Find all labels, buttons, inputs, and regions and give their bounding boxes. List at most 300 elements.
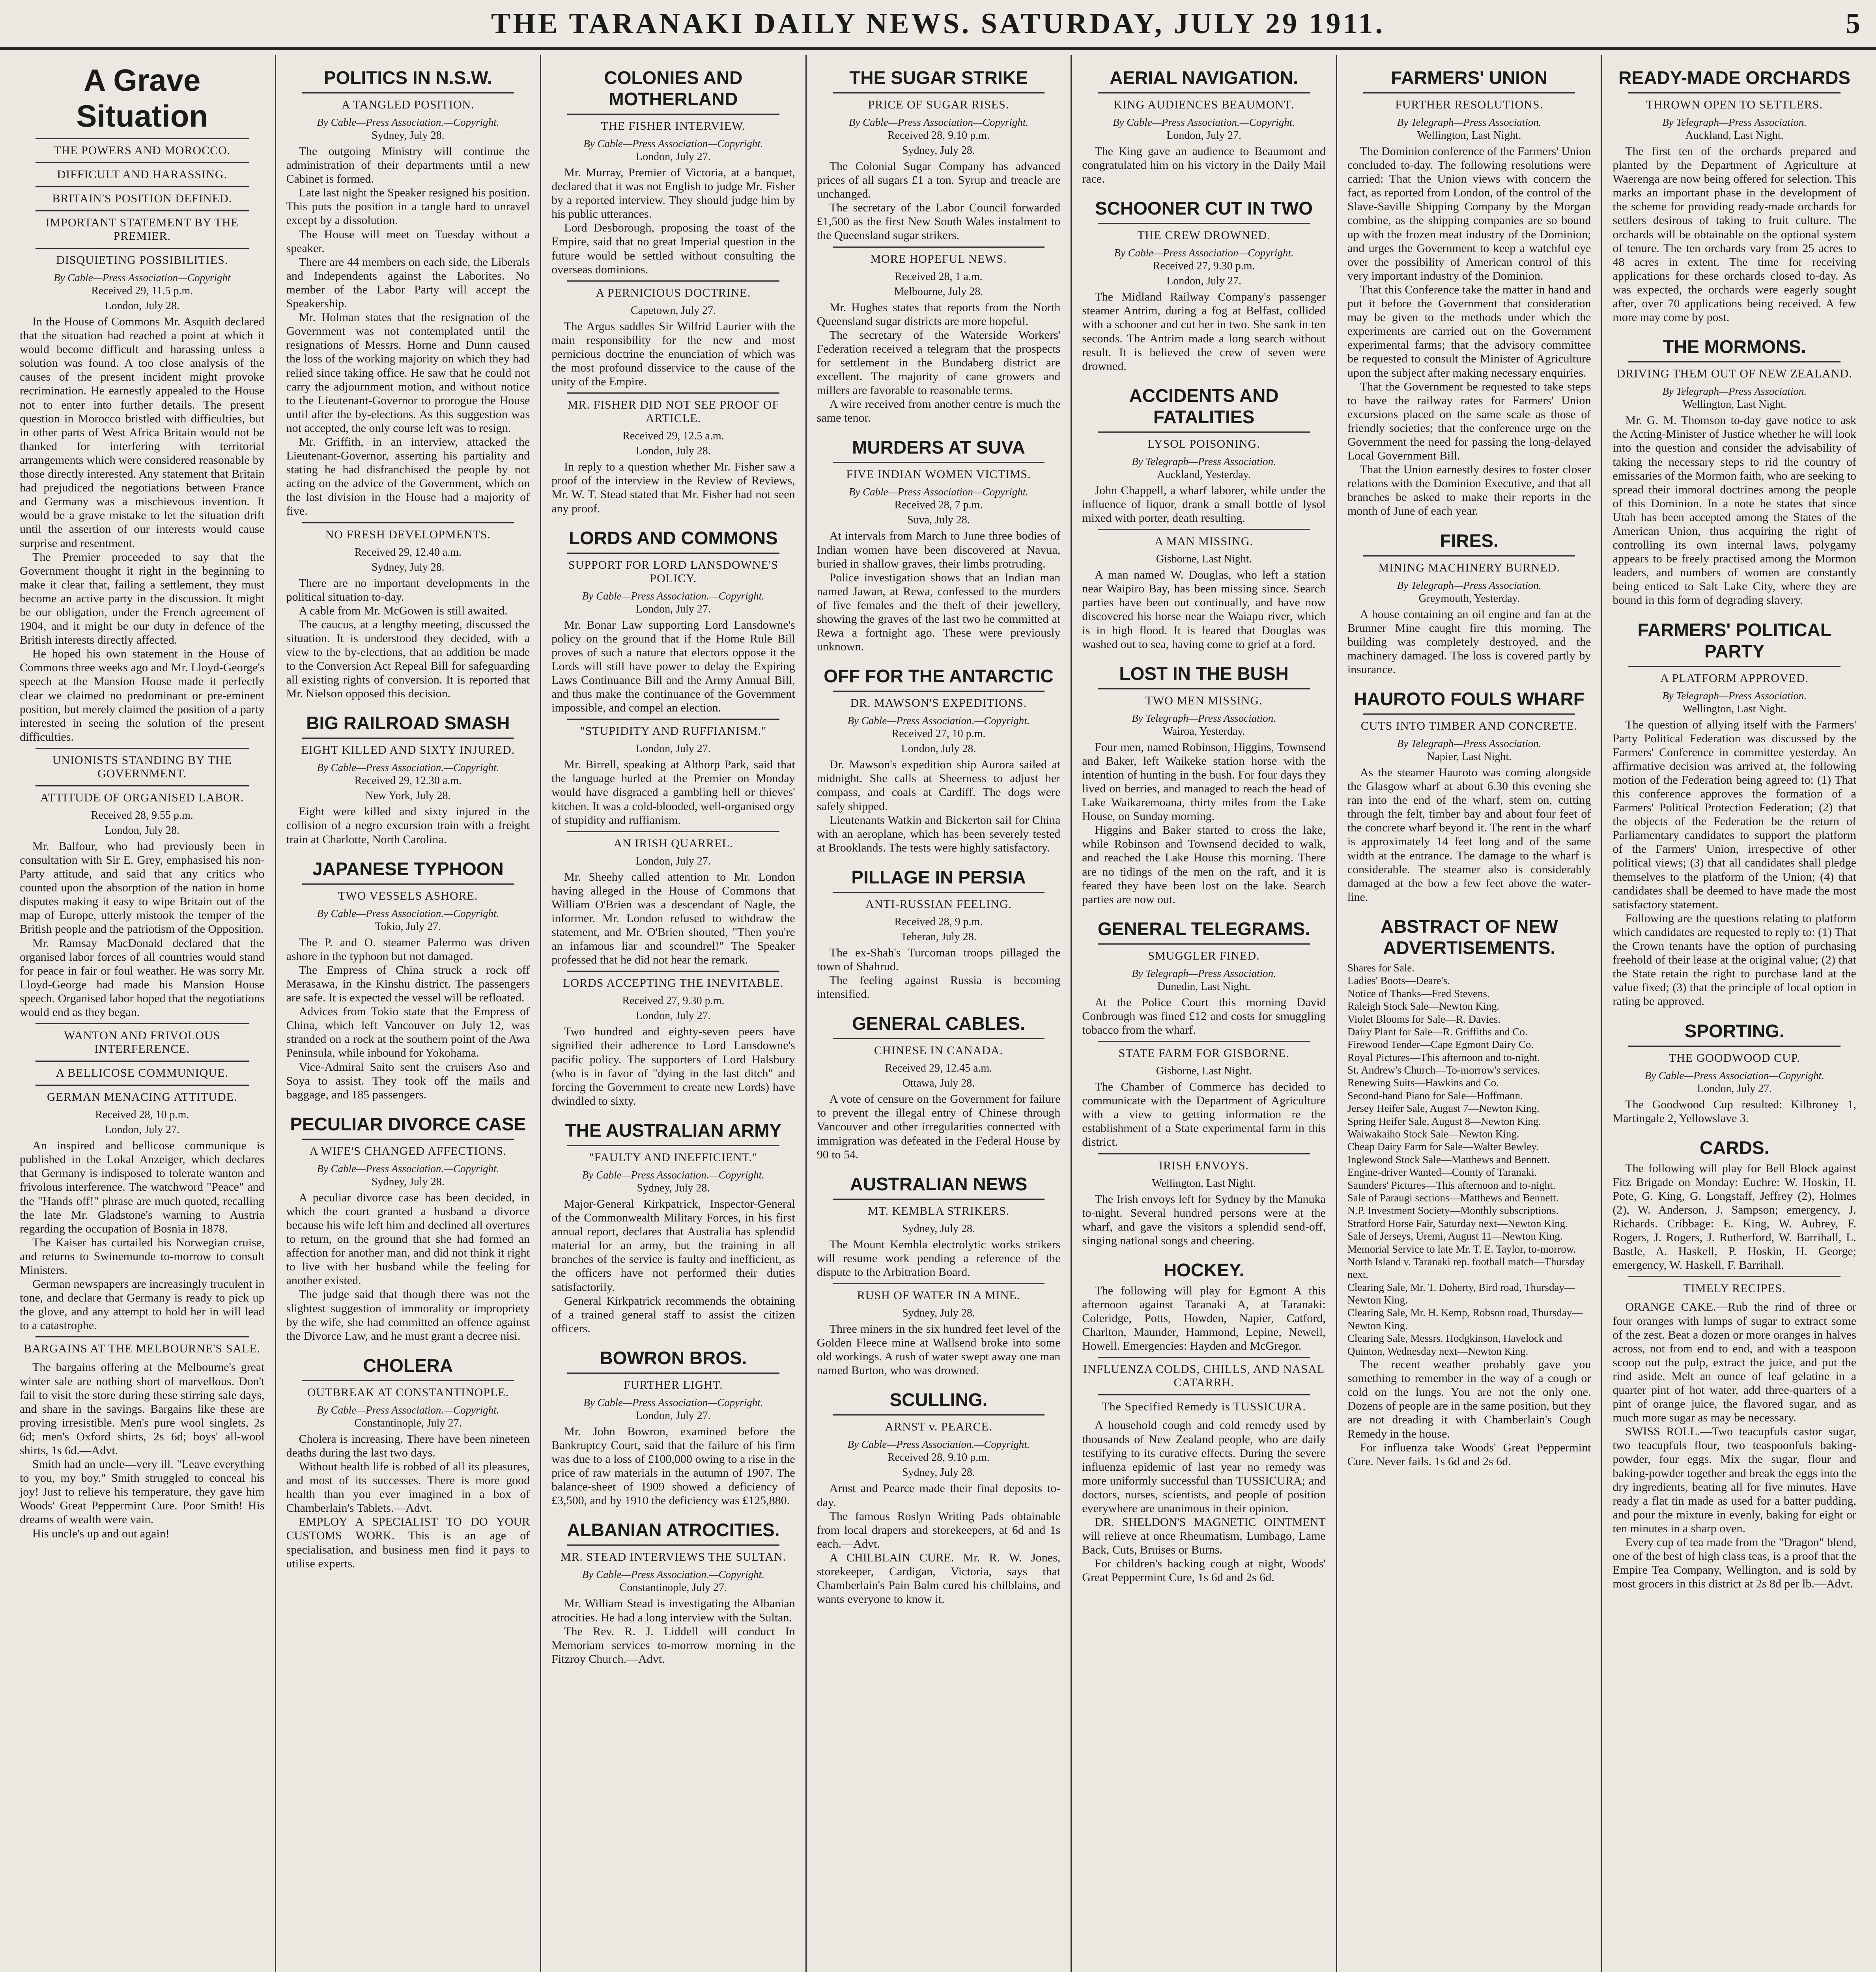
divider	[567, 971, 779, 972]
article-paragraph: The Mount Kembla electrolytic works strikers will resume work pending a reference of the dispute to the Arbitration Board.	[817, 1238, 1061, 1279]
divider	[36, 162, 249, 163]
subheading: OUTBREAK AT CONSTANTINOPLE.	[307, 1386, 509, 1399]
dateline: London, July 27.	[105, 1124, 180, 1136]
article-paragraph: Two hundred and eighty-seven peers have signified their adherence to Lord Lansdowne's pacific policy. The supporters of Lord Halsbury (who is in favor of "dying in the last ditch" and forcing the Government to create new Lords) have dwindled to sixty.	[551, 1025, 795, 1107]
article-headline: FARMERS' UNION	[1391, 67, 1548, 88]
article-paragraph: A house containing an oil engine and fan at the Brunner Mine caught fire this morning. The building was completely destroyed, and the machinery damaged. The loss is covered partly by insurance.	[1347, 607, 1591, 676]
article-paragraph: Advices from Tokio state that the Empress of China, which left Vancouver on July 12, was stranded on a rock at the southern point of the Awa Peninsula, while inbound for Yokohama.	[286, 1005, 530, 1060]
advertisement-item: Shares for Sale.	[1347, 962, 1415, 974]
article	[1082, 1041, 1326, 1149]
article	[1613, 67, 1856, 324]
article-headline: PILLAGE IN PERSIA	[851, 866, 1026, 887]
advertisement-item: Renewing Suits—Hawkins and Co.	[1347, 1077, 1499, 1089]
subheading: TWO MEN MISSING.	[1145, 694, 1263, 707]
article-paragraph: Cholera is increasing. There have been nineteen deaths during the last two days.	[286, 1432, 530, 1459]
article-paragraph: In the House of Commons Mr. Asquith declared that the situation had reached a point at which it would become difficult and harassing unless a solution was found. A too close analysis of the causes of the present incident might provoke recrimination. He earnestly appealed to the House not to enter into further details. The present question in Morocco bristled with difficulties, but in other parts of West Africa Britain would not be thanked for interfering with territorial arrangements which were considered reasonable by those directly interested. Any statement that Britain had prejudiced the negotiations between France and Germany was a mischievous invention. It would be a grave mistake to let the situation drift until the assertion of our interests would cause surprise and resentment.	[20, 315, 265, 550]
article	[1082, 1357, 1326, 1584]
dateline: Napier, Last Night.	[1427, 751, 1512, 763]
subheading: UNIONISTS STANDING BY THE GOVERNMENT.	[52, 753, 232, 780]
divider	[36, 138, 249, 139]
article	[1613, 1276, 1856, 1591]
subheading: CUTS INTO TIMBER AND CONCRETE.	[1360, 719, 1578, 732]
subheading: A BELLICOSE COMMUNIQUE.	[56, 1066, 228, 1080]
article	[817, 1389, 1061, 1606]
divider	[567, 553, 779, 554]
dateline: London, July 27.	[636, 603, 711, 615]
article-paragraph: Without health life is robbed of all its pleasures, and most of its successes. There is more good health than you ever imagined in a box of Chamberlain's Tablets.—Advt.	[286, 1460, 530, 1515]
article-headline: PECULIAR DIVORCE CASE	[290, 1113, 526, 1134]
divider	[833, 691, 1045, 692]
article	[1082, 918, 1326, 1037]
article	[817, 1013, 1061, 1161]
subheading: FIVE INDIAN WOMEN VICTIMS.	[846, 468, 1031, 481]
subheading: A PERNICIOUS DOCTRINE.	[596, 286, 751, 299]
article-paragraph: Mr. Ramsay MacDonald declared that the organised labor forces of all countries would stand for peace in fair or foul weather. He was sorry Mr. Lloyd-George had made his Mansion House speech. Organised labor hoped that the negotiations would end as they began.	[20, 936, 265, 1019]
article-paragraph: The famous Roslyn Writing Pads obtainable from local drapers and storekeepers, at 6d and 1s each.—Advt.	[817, 1509, 1061, 1550]
received-time: Received 29, 12.45 a.m.	[885, 1062, 992, 1075]
article-headline: HOCKEY.	[1163, 1259, 1244, 1280]
wire-credit: By Cable—Press Association.—Copyright.	[317, 1404, 499, 1416]
divider	[36, 748, 249, 749]
dateline: Sydney, July 28.	[637, 1182, 710, 1194]
article-paragraph: That the Government be requested to take steps to have the railway rates for Farmers' Union excursions placed on the same scale as those of friendly societies; that the conference urge on the Government the need for passing the long-delayed Local Government Bill.	[1347, 380, 1591, 463]
article	[1082, 198, 1326, 373]
article-paragraph: The Goodwood Cup resulted: Kilbroney 1, Martingale 2, Yellowslave 3.	[1613, 1098, 1856, 1125]
article-headline: POLITICS IN N.S.W.	[323, 67, 492, 88]
article-paragraph: Following are the questions relating to platform which candidates are requested to reply to: (1) That the Crown tenants have the option of purchasing freehold of their lease at the original value; (2) that the State retain the right to purchase land at the value fixed; (3) that the principle of local option in rating be approved.	[1613, 911, 1856, 1008]
advertisement-item: Firewood Tender—Cape Egmont Dairy Co.	[1347, 1038, 1534, 1051]
page-number: 5	[1846, 7, 1860, 40]
received-time: Received 29, 11.5 p.m.	[91, 285, 193, 297]
article-paragraph: His uncle's up and out again!	[32, 1527, 170, 1540]
article-paragraph: The ex-Shah's Turcoman troops pillaged the town of Shahrud.	[817, 946, 1061, 973]
article-paragraph: Every cup of tea made from the "Dragon" blend, one of the best of high class teas, is a proof that the Empire Tea Company, Wellington, and is sold by most grocers in this district at 2s 8d per lb.—Advt.	[1613, 1536, 1856, 1591]
article-paragraph: The Premier proceeded to say that the Government thought it right in the beginning to make it clear that, failing a settlement, they must become an active party in the discussion. It might be our obligation, under the French agreement of 1904, and it might be our duty in defence of the British interests directly affected.	[20, 550, 265, 647]
subheading: THE FISHER INTERVIEW.	[601, 120, 746, 133]
article-headline: BOWRON BROS.	[600, 1347, 747, 1368]
article-headline: FARMERS' POLITICAL PARTY	[1637, 619, 1831, 661]
divider	[833, 1199, 1045, 1200]
dateline: London, July 28.	[636, 445, 711, 458]
subheading: KING AUDIENCES BEAUMONT.	[1114, 98, 1294, 111]
wire-credit: By Telegraph—Press Association.	[1397, 738, 1542, 749]
article-paragraph: The feeling against Russia is becoming intensified.	[817, 974, 1061, 1001]
dateline: Sydney, July 28.	[371, 561, 445, 573]
article-paragraph: Mr. Holman states that the resignation of the Government was not contemplated until the resignations of Messrs. Horne and Dunn caused the loss of the working majority on which they had relied since taking office. He saw that he could not carry the adjournment motion, and without notice to the Lieutenant-Governor to prorogue the House until after the by-elections. As this suggestion was not accepted, the only course left was to resign.	[286, 311, 530, 435]
article	[1082, 529, 1326, 651]
divider	[567, 280, 779, 282]
dateline: Suva, July 28.	[907, 514, 970, 527]
article	[1613, 336, 1856, 607]
article	[286, 712, 530, 846]
divider	[1098, 1357, 1310, 1358]
columns	[9, 55, 1867, 1972]
divider	[36, 1336, 249, 1337]
advertisement-item: Stratford Horse Fair, Saturday next—Newton King.	[1347, 1217, 1568, 1229]
article-headline: AERIAL NAVIGATION.	[1110, 67, 1299, 88]
subheading: A WIFE'S CHANGED AFFECTIONS.	[309, 1144, 507, 1158]
article-paragraph: The House will meet on Tuesday without a speaker.	[286, 228, 530, 255]
article-paragraph: General Kirkpatrick recommends the obtaining of a trained general staff to assist the citizen officers.	[551, 1294, 795, 1335]
advertisement-item: Ladies' Boots—Deare's.	[1347, 975, 1450, 987]
received-time: Received 29, 12.40 a.m.	[354, 546, 462, 558]
divider	[1363, 555, 1575, 556]
article-paragraph: For children's hacking cough at night, Woods' Great Peppermint Cure, 1s 6d and 2s 6d.	[1082, 1557, 1326, 1584]
dateline: London, July 27.	[636, 151, 711, 163]
divider	[1098, 1041, 1310, 1042]
subheading: BARGAINS AT THE MELBOURNE'S SALE.	[24, 1342, 261, 1356]
wire-credit: By Telegraph—Press Association.	[1132, 712, 1276, 724]
wire-credit: By Cable—Press Association—Copyright.	[583, 138, 763, 149]
article	[1347, 530, 1591, 676]
article-paragraph: The judge said that though there was not the slightest suggestion of immorality or impropriety by the wife, she had committed an offence against the Divorce Law, and he must grant a decree nisi.	[286, 1288, 530, 1343]
article-paragraph: Mr. Hughes states that reports from the North Queensland sugar districts are more hopeful.	[817, 301, 1061, 328]
article-paragraph: The Colonial Sugar Company has advanced prices of all sugars £1 a ton. Syrup and treacle are unchanged.	[817, 160, 1061, 201]
article-paragraph: Mr. Murray, Premier of Victoria, at a banquet, declared that it was not English to judge Mr. Fisher by a reported interview. They should judge him by his public utterances.	[551, 166, 795, 221]
wire-credit: By Cable—Press Association—Copyright.	[583, 1396, 763, 1408]
subheading: NO FRESH DEVELOPMENTS.	[325, 528, 491, 541]
divider	[1363, 713, 1575, 715]
subheading: ANTI-RUSSIAN FEELING.	[865, 897, 1012, 911]
article-paragraph: The Kaiser has curtailed his Norwegian cruise, and returns to Swinemunde to-morrow to consult Ministers.	[20, 1236, 265, 1277]
dateline: Wellington, Last Night.	[1152, 1177, 1256, 1190]
received-time: Received 29, 12.5 a.m.	[622, 430, 724, 443]
subheading: EIGHT KILLED AND SIXTY INJURED.	[301, 743, 515, 757]
divider	[833, 892, 1045, 893]
divider	[1628, 1276, 1840, 1277]
article-paragraph: There are 44 members on each side, the Liberals and Independents against the Laborites. No member of the Labor Party will accept the Speakership.	[286, 255, 530, 310]
divider	[1628, 92, 1840, 93]
article-headline: THE AUSTRALIAN ARMY	[565, 1120, 782, 1141]
article-headline: AUSTRALIAN NEWS	[850, 1173, 1028, 1194]
divider	[833, 1283, 1045, 1284]
article-paragraph: The King gave an audience to Beaumont and congratulated him on his victory in the Daily Mail race.	[1082, 145, 1326, 186]
dateline: New York, July 28.	[365, 790, 451, 802]
article-paragraph: EMPLOY A SPECIALIST TO DO YOUR CUSTOMS WORK. This is an age of specialisation, and business men find it pays to utilise experts.	[286, 1515, 530, 1570]
column	[1336, 55, 1601, 1972]
divider	[302, 883, 514, 885]
dateline: Tokio, July 27.	[375, 920, 441, 933]
advertisement-item: North Island v. Taranaki rep. football match—Thursday next.	[1347, 1255, 1585, 1281]
article	[551, 67, 795, 276]
divider	[36, 1085, 249, 1086]
article-paragraph: The Argus saddles Sir Wilfrid Laurier with the main responsibility for the new and most pernicious doctrine the enunciation of which was the most profound disservice to the cause of the unity of the Empire.	[551, 319, 795, 388]
article-headline: CARDS.	[1700, 1137, 1769, 1158]
article	[551, 971, 795, 1108]
article-headline: GENERAL TELEGRAMS.	[1097, 918, 1310, 939]
article	[286, 522, 530, 701]
dateline: Teheran, July 28.	[901, 930, 977, 943]
dateline: London, July 27.	[636, 855, 711, 867]
wire-credit: By Cable—Press Association—Copyright.	[848, 486, 1029, 498]
advertisement-item: St. Andrew's Church—To-morrow's services.	[1347, 1064, 1540, 1076]
divider	[1098, 431, 1310, 433]
article-paragraph: Arnst and Pearce made their final deposits to-day.	[817, 1482, 1061, 1509]
divider	[302, 522, 514, 523]
subheading: A PLATFORM APPROVED.	[1660, 671, 1809, 685]
article	[817, 67, 1061, 243]
subheading: IRISH ENVOYS.	[1159, 1159, 1249, 1172]
article-headline: JAPANESE TYPHOON	[312, 858, 504, 879]
article-paragraph: The first ten of the orchards prepared and planted by the Department of Agriculture at Waerenga are now being offered for selection. This marks an important phase in the development of the scheme for providing ready-made orchards for settlers desirous of taking to fruit culture. The orchards will be obtainable on the optional system of tenure. The ten orchards vary from 25 acres to 48 acres in extent. The time for receiving applications for these orchards closed to-day. As was expected, the orchards were eagerly sought after, over 70 applications being received. A few more may come by post.	[1613, 145, 1856, 324]
dateline: London, July 28.	[901, 743, 976, 755]
article-paragraph: The Empress of China struck a rock off Merasawa, in the Kinshu district. The passengers are safe. It is expected the vessel will be refloated.	[286, 963, 530, 1005]
received-time: Received 27, 9.30 p.m.	[1153, 260, 1255, 273]
article-headline: GENERAL CABLES.	[852, 1013, 1025, 1034]
dateline: Dunedin, Last Night.	[1157, 980, 1251, 993]
divider	[36, 248, 249, 249]
dateline: Ottawa, July 28.	[902, 1077, 975, 1090]
subheading: A MAN MISSING.	[1155, 535, 1253, 548]
article-paragraph: Major-General Kirkpatrick, Inspector-General of the Commonwealth Military Forces, in his first annual report, declares that Australia has splendid material for an army, but the training in all branches of the service is faulty and inefficient, as the officers have not performed their duties satisfactorily.	[551, 1197, 795, 1294]
divider	[833, 1414, 1045, 1416]
article-paragraph: There are no important developments in the political situation to-day.	[286, 576, 530, 603]
received-time: Received 28, 1 a.m.	[895, 270, 983, 283]
article-headline: OFF FOR THE ANTARCTIC	[824, 666, 1054, 687]
column	[1071, 55, 1336, 1972]
subheading: IMPORTANT STATEMENT BY THE PREMIER.	[45, 216, 239, 243]
dateline: Sydney, July 28.	[902, 144, 975, 157]
divider	[36, 1061, 249, 1062]
article-paragraph: Smith had an uncle—very ill. "Leave everything to you, my boy." Smith struggled to conceal his joy! Just to relieve his temperature, they gave him Woods' Great Peppermint Cure. Poor Smith! His dreams of wealth were vain.	[20, 1458, 265, 1526]
dateline: Sydney, July 28.	[902, 1466, 975, 1479]
subheading: ARNST v. PEARCE.	[885, 1420, 992, 1434]
subheading: TWO VESSELS ASHORE.	[338, 889, 478, 902]
divider	[36, 210, 249, 211]
article	[20, 1023, 265, 1332]
article-paragraph: The Rev. R. J. Liddell will conduct In Memoriam services to-morrow morning in the Fitzroy Church.—Advt.	[551, 1625, 795, 1666]
advertisement-item: Clearing Sale, Messrs. Hodgkinson, Havelock and Quinton, Wednesday next—Newton King.	[1347, 1332, 1562, 1357]
article	[286, 858, 530, 1102]
subheading: MR. FISHER DID NOT SEE PROOF OF ARTICLE.	[567, 398, 779, 425]
subheading: "FAULTY AND INEFFICIENT."	[589, 1150, 758, 1164]
article-headline: ACCIDENTS AND FATALITIES	[1129, 385, 1279, 427]
advertisement-item: Jersey Heifer Sale, August 7—Newton King.	[1347, 1102, 1540, 1115]
divider	[567, 1544, 779, 1546]
article	[286, 1355, 530, 1571]
article-paragraph: At intervals from March to June three bodies of Indian women have been discovered at Navua, buried in shallow graves, their limbs protruding.	[817, 529, 1061, 570]
divider	[36, 186, 249, 187]
article-paragraph: A household cough and cold remedy used by thousands of New Zealand people, who are daily testifying to its curative effects. During the severe influenza epidemic of last year no remedy was more uniformly successful than TUSSICURA; and doctors, nurses, scientists, and people of position everywhere are unanimous in their opinion.	[1082, 1419, 1326, 1515]
article-paragraph: The question of allying itself with the Farmers' Party Political Federation was discussed by the Farmers' Conference in committee yesterday. An affirmative decision was arrived at, the following motion of the Federation being agreed to: (1) That this conference approves the formation of a Farmers' Political Protection Federation; (2) that the objects of the Federation be the return of Parliamentary candidates to support the platform of the Farmers' Union, irrespective of other political views; (3) that all candidates shall pledge themselves to the platform of the Union; (4) that candidates shall be deemed to have made the most satisfactory statement.	[1613, 718, 1856, 911]
article	[817, 246, 1061, 425]
article-paragraph: Mr. Balfour, who had previously been in consultation with Sir E. Grey, emphasised his non-Party attitude, and said that any critics who counted upon the absorption of the nation in home disputes making it easy to wipe Britain out of the map of Europe, utterly mistook the temper of the British people and the patriotism of the Opposition.	[20, 839, 265, 936]
received-time: Received 28, 9.10 p.m.	[888, 129, 990, 142]
subheading: DISQUIETING POSSIBILITIES.	[56, 254, 228, 267]
divider	[1098, 529, 1310, 530]
subheading: DIFFICULT AND HARASSING.	[57, 168, 228, 181]
article	[20, 62, 265, 744]
article-headline: LORDS AND COMMONS	[569, 527, 778, 548]
subheading: THE CREW DROWNED.	[1137, 229, 1271, 242]
article-headline: READY-MADE ORCHARDS	[1618, 67, 1851, 88]
advertisement-item: Raleigh Stock Sale—Newton King.	[1347, 1000, 1500, 1012]
dateline: Constantinople, July 27.	[354, 1417, 462, 1429]
received-time: Received 28, 9.55 p.m.	[91, 809, 193, 822]
column	[9, 55, 275, 1972]
dateline: Auckland, Yesterday.	[1157, 468, 1251, 481]
article-paragraph: The secretary of the Labor Council forwarded £1,500 as the first New South Wales instalment to the Queensland sugar strikers.	[817, 201, 1061, 242]
column	[275, 55, 540, 1972]
wire-credit: By Telegraph—Press Association.	[1397, 579, 1542, 591]
subheading: INFLUENZA COLDS, CHILLS, AND NASAL CATARRH.	[1083, 1363, 1325, 1389]
dateline: Sydney, July 28.	[902, 1307, 975, 1320]
article-headline: SCULLING.	[889, 1389, 988, 1410]
article-paragraph: A man named W. Douglas, who left a station near Waipiro Bay, has been missing since. Search parties have been out continually, and have now discovered his horse near the Waiapu river, which is in high flood. It is feared that Douglas was washed out to sea, having come to grief at a ford.	[1082, 568, 1326, 651]
article	[551, 719, 795, 827]
article-paragraph: Lieutenants Watkin and Bickerton sail for China with an aeroplane, which has been severely tested at Brooklands. The tests were highly satisfactory.	[817, 813, 1061, 854]
received-time: Received 27, 9.30 p.m.	[622, 995, 725, 1007]
masthead-title: THE TARANAKI DAILY NEWS. SATURDAY, JULY 29 1911.	[491, 7, 1385, 40]
subheading: ATTITUDE OF ORGANISED LABOR.	[40, 791, 244, 804]
article-paragraph: Vice-Admiral Saito sent the cruisers Aso and Soya to assist. They took off the mails and baggage, and 185 passengers.	[286, 1060, 530, 1101]
dateline: London, July 27.	[636, 743, 711, 755]
article-headline: THE MORMONS.	[1663, 336, 1806, 357]
received-time: Received 29, 12.30 a.m.	[354, 775, 462, 787]
article-paragraph: Late last night the Speaker resigned his position. This puts the position in a tangle hard to unravel except by a dissolution.	[286, 186, 530, 227]
advertisement-item: Inglewood Stock Sale—Matthews and Bennett.	[1347, 1153, 1550, 1165]
article-paragraph: A cable from Mr. McGowen is still awaited.	[299, 604, 508, 617]
article-paragraph: The Chamber of Commerce has decided to communicate with the Department of Agriculture with a view to getting information re the establishment of a State experimental farm in this district.	[1082, 1080, 1326, 1149]
article-paragraph: The Midland Railway Company's passenger steamer Antrim, during a fog at Belfast, collided with a schooner and cut her in two. She sank in ten seconds. The Antrim made a long search without result. It is believed the crew of seven were drowned.	[1082, 290, 1326, 373]
article-paragraph: The following will play for Bell Block against Fitz Brigade on Monday: Euchre: W. Hoskin, H. Pote, G. King, G. Longstaff, Jeffrey (2), Holmes (2), W. Anderson, J. Sampson; emergency, J. Richards. Cribbage: E. King, W. Aubrey, F. Rogers, J. Rogers, J. Rutherford, W. Barrihall, L. Bastle, A. Haskell, P. Hoskin, H. George; emergency, W. Haskell, F. Barrihall.	[1613, 1162, 1856, 1272]
article	[286, 1113, 530, 1343]
subheading: MINING MACHINERY BURNED.	[1378, 561, 1560, 574]
divider	[1098, 92, 1310, 93]
wire-credit: By Cable—Press Association.—Copyright.	[847, 715, 1030, 727]
dateline: Gisborne, Last Night.	[1156, 553, 1252, 566]
wire-credit: By Cable—Press Association.—Copyright.	[582, 1169, 764, 1181]
subheading: SUPPORT FOR LORD LANSDOWNE'S POLICY.	[568, 558, 778, 585]
article-paragraph: Mr. G. M. Thomson to-day gave notice to ask the Acting-Minister of Justice whether he will look into the question and consider the advisability of taking the necessary steps to rid the country of emissaries of the Mormon faith, who are seeking to spread their immoral doctrines among the people of this Dominion. In a note he states that since Utah has been accepted among the States of the American Union, thus acquiring the right of controlling its own internal laws, polygamy appears to be freely practised among the Mormon leaders, and numbers of women are constantly being enticed to Salt Lake City, where they are bound in this form of degrading slavery.	[1613, 414, 1856, 607]
advertisement-item: Clearing Sale, Mr. H. Kemp, Robson road, Thursday—Newton King.	[1347, 1307, 1583, 1331]
article	[1082, 67, 1326, 186]
article	[551, 1347, 795, 1508]
article-headline: MURDERS AT SUVA	[852, 437, 1025, 458]
subheading: GERMAN MENACING ATTITUDE.	[47, 1091, 237, 1104]
advertisement-item: Sale of Jerseys, Uremi, August 11—Newton King.	[1347, 1230, 1563, 1242]
subheading: The Specified Remedy is TUSSICURA.	[1102, 1400, 1306, 1414]
wire-credit: By Cable—Press Association.—Copyright.	[582, 590, 764, 602]
article-paragraph: Mr. William Stead is investigating the Albanian atrocities. He had a long interview with the Sultan.	[551, 1597, 795, 1624]
subheading: WANTON AND FRIVOLOUS INTERFERENCE.	[64, 1029, 220, 1056]
divider	[1628, 1046, 1840, 1047]
article-paragraph: Mr. Birrell, speaking at Althorp Park, said that the language hurled at the Premier on Monday would have disgraced a gambling hell or thieves' kitchen. It was a cold-blooded, well-organised orgy of stupidity and ruffianism.	[551, 758, 795, 827]
divider	[1628, 666, 1840, 667]
article-paragraph: Dr. Mawson's expedition ship Aurora sailed at midnight. She calls at Sheerness to adjust her compass, and coals at Cardiff. The dogs were safely shipped.	[817, 758, 1061, 813]
wire-credit: By Cable—Press Association.—Copyright.	[1113, 116, 1295, 128]
article	[20, 1336, 265, 1540]
article-headline: A Grave Situation	[76, 63, 208, 133]
divider	[567, 1145, 779, 1146]
dateline: Constantinople, July 27.	[619, 1582, 727, 1594]
article-paragraph: In reply to a question whether Mr. Fisher saw a proof of the interview in the Review of Reviews, Mr. W. T. Stead stated that Mr. Fisher had not seen any proof.	[551, 460, 795, 515]
dateline: Sydney, July 28.	[371, 129, 445, 142]
article	[817, 866, 1061, 1001]
dateline: London, July 28.	[105, 824, 180, 837]
wire-credit: By Cable—Press Association—Copyright	[54, 272, 231, 284]
article-paragraph: That the Union earnestly desires to foster closer relations with the Dominion Executive, and that all branches be asked to make their reports in the month of June of each year.	[1347, 463, 1591, 518]
article	[286, 67, 530, 518]
article	[551, 280, 795, 388]
article-paragraph: Mr. Sheehy called attention to Mr. London having alleged in the House of Commons that William O'Brien was a descendant of Nagle, the informer. Mr. London refused to withdraw the statement, and Mr. O'Brien shouted, "Then you're an infamous liar and scoundrel!" The Speaker professed that he did not hear the remark.	[551, 870, 795, 967]
column	[1601, 55, 1867, 1972]
article	[1082, 1259, 1326, 1353]
article-paragraph: The secretary of the Waterside Workers' Federation received a telegram that the prospects for settlement in the Bundaberg district are excellent. The majority of cane growers and millers are favorable to reasonable terms.	[817, 328, 1061, 397]
article-paragraph: The Irish envoys left for Sydney by the Manuka to-night. Several hundred persons were at the wharf, and gave the visitors a splendid send-off, singing national songs and cheering.	[1082, 1192, 1326, 1247]
article-paragraph: Police investigation shows that an Indian man named Jawan, at Rewa, confessed to the murders of five females and the theft of their jewellery, showing the graves of the last two he committed at Rewa a fortnight ago. These were previously unknown.	[817, 571, 1061, 654]
article	[551, 1519, 795, 1666]
advertisement-item: Sale of Paraugi sections—Matthews and Bennett.	[1347, 1191, 1559, 1204]
subheading: TIMELY RECIPES.	[1683, 1282, 1786, 1295]
article-headline: COLONIES AND MOTHERLAND	[604, 67, 743, 109]
divider	[567, 831, 779, 832]
wire-credit: By Cable—Press Association.—Copyright.	[847, 1438, 1030, 1451]
divider	[1363, 92, 1575, 93]
divider	[36, 785, 249, 786]
article	[1347, 67, 1591, 518]
dateline: Melbourne, July 28.	[894, 285, 983, 298]
article-paragraph: For influenza take Woods' Great Peppermint Cure. Never fails. 1s 6d and 2s 6d.	[1347, 1441, 1591, 1468]
article-paragraph: The Dominion conference of the Farmers' Union concluded to-day. The following resolutions were carried: That the Union views with concern the fact, as reported from London, of the control of the Slave-Saville Shipping Company by the Morgan combine, as the shipping companies are so bound up with the frozen meat industry of the Dominion; and urges the Government to keep a watchful eye over the possibility of American control of this very important industry of the Dominion.	[1347, 145, 1591, 282]
advertisement-item: Cheap Dairy Farm for Sale—Walter Bewley.	[1347, 1141, 1539, 1153]
subheading: THROWN OPEN TO SETTLERS.	[1646, 98, 1823, 111]
article	[817, 1283, 1061, 1377]
subheading: STATE FARM FOR GISBORNE.	[1118, 1047, 1289, 1060]
wire-credit: By Telegraph—Press Association.	[1132, 455, 1276, 467]
article	[1613, 1137, 1856, 1272]
wire-credit: By Telegraph—Press Association.	[1662, 689, 1807, 702]
subheading: "STUPIDITY AND RUFFIANISM."	[580, 725, 767, 738]
article-headline: SCHOONER CUT IN TWO	[1095, 198, 1313, 219]
article-paragraph: Four men, named Robinson, Higgins, Townsend and Baker, left Waikeke station horse with the intention of hunting in the bush. For four days they lived on berries, and managed to reach the head of Lake Waikaremoana, thirty miles from the Lake House, on Sunday morning.	[1082, 740, 1326, 823]
article	[817, 437, 1061, 654]
dateline: London, July 27.	[1697, 1082, 1772, 1095]
article-paragraph: Lord Desborough, proposing the toast of the Empire, said that no great Imperial question in the future would be settled without consulting the overseas dominions.	[551, 221, 795, 276]
advertisement-item: Engine-driver Wanted—County of Taranaki.	[1347, 1166, 1537, 1178]
subheading: MT. KEMBLA STRIKERS.	[867, 1204, 1010, 1218]
wire-credit: By Telegraph—Press Association.	[1662, 116, 1807, 128]
divider	[567, 392, 779, 394]
article-paragraph: The recent weather probably gave you something to remember in the way of a cough or cold on the lungs. You are not the only one. Dozens of people are in the same position, but they are not dreading it with Chamberlain's Cough Remedy in the house.	[1347, 1358, 1591, 1440]
column	[540, 55, 805, 1972]
dateline: Wellington, Last Night.	[1682, 702, 1787, 715]
divider	[1628, 361, 1840, 362]
received-time: Received 28, 9.10 p.m.	[888, 1451, 990, 1464]
received-time: Received 28, 9 p.m.	[894, 915, 983, 928]
divider	[1098, 1394, 1310, 1395]
article-paragraph: A peculiar divorce case has been decided, in which the court granted a husband a divorce because his wife left him and declined all overtures to return, on the ground that she had formed an affection for another man, and did not think it right to live with her husband while the feeling for another existed.	[286, 1191, 530, 1287]
received-time: Received 28, 7 p.m.	[894, 499, 983, 512]
article-paragraph: Eight were killed and sixty injured in the collision of a negro excursion train with a freight train at Charlotte, North Carolina.	[286, 805, 530, 846]
article-paragraph: The P. and O. steamer Palermo was driven ashore in the typhoon but not damaged.	[286, 936, 530, 963]
article-headline: THE SUGAR STRIKE	[849, 67, 1028, 88]
dateline: Wairoa, Yesterday.	[1162, 725, 1245, 738]
divider	[833, 92, 1045, 93]
subheading: THE GOODWOOD CUP.	[1669, 1051, 1800, 1064]
article	[1347, 688, 1591, 904]
article-paragraph: Mr. John Bowron, examined before the Bankruptcy Court, said that the failure of his firm was due to a loss of £100,000 owing to a rise in the price of raw materials in the autumn of 1907. The balance-sheet of 1909 showed a deficiency of £3,500, and by 1910 the deficiency was £125,880.	[551, 1425, 795, 1507]
divider	[302, 1139, 514, 1140]
article	[1082, 663, 1326, 906]
article-paragraph: DR. SHELDON'S MAGNETIC OINTMENT will relieve at once Rheumatism, Lumbago, Lame Back, Cuts, Bruises or Burns.	[1082, 1516, 1326, 1557]
article-headline: CHOLERA	[363, 1355, 453, 1376]
article-paragraph: Higgins and Baker started to cross the lake, while Robinson and Townsend decided to walk, and reached the Lake House this morning. There are no tidings of the men on the raft, and it is feared they have been lost on the lake. Search parties are now out.	[1082, 824, 1326, 906]
divider	[833, 1038, 1045, 1039]
advertisement-item: Second-hand Piano for Sale—Hoffmann.	[1347, 1089, 1523, 1102]
divider	[1098, 223, 1310, 224]
subheading: DRIVING THEM OUT OF NEW ZEALAND.	[1616, 367, 1852, 381]
